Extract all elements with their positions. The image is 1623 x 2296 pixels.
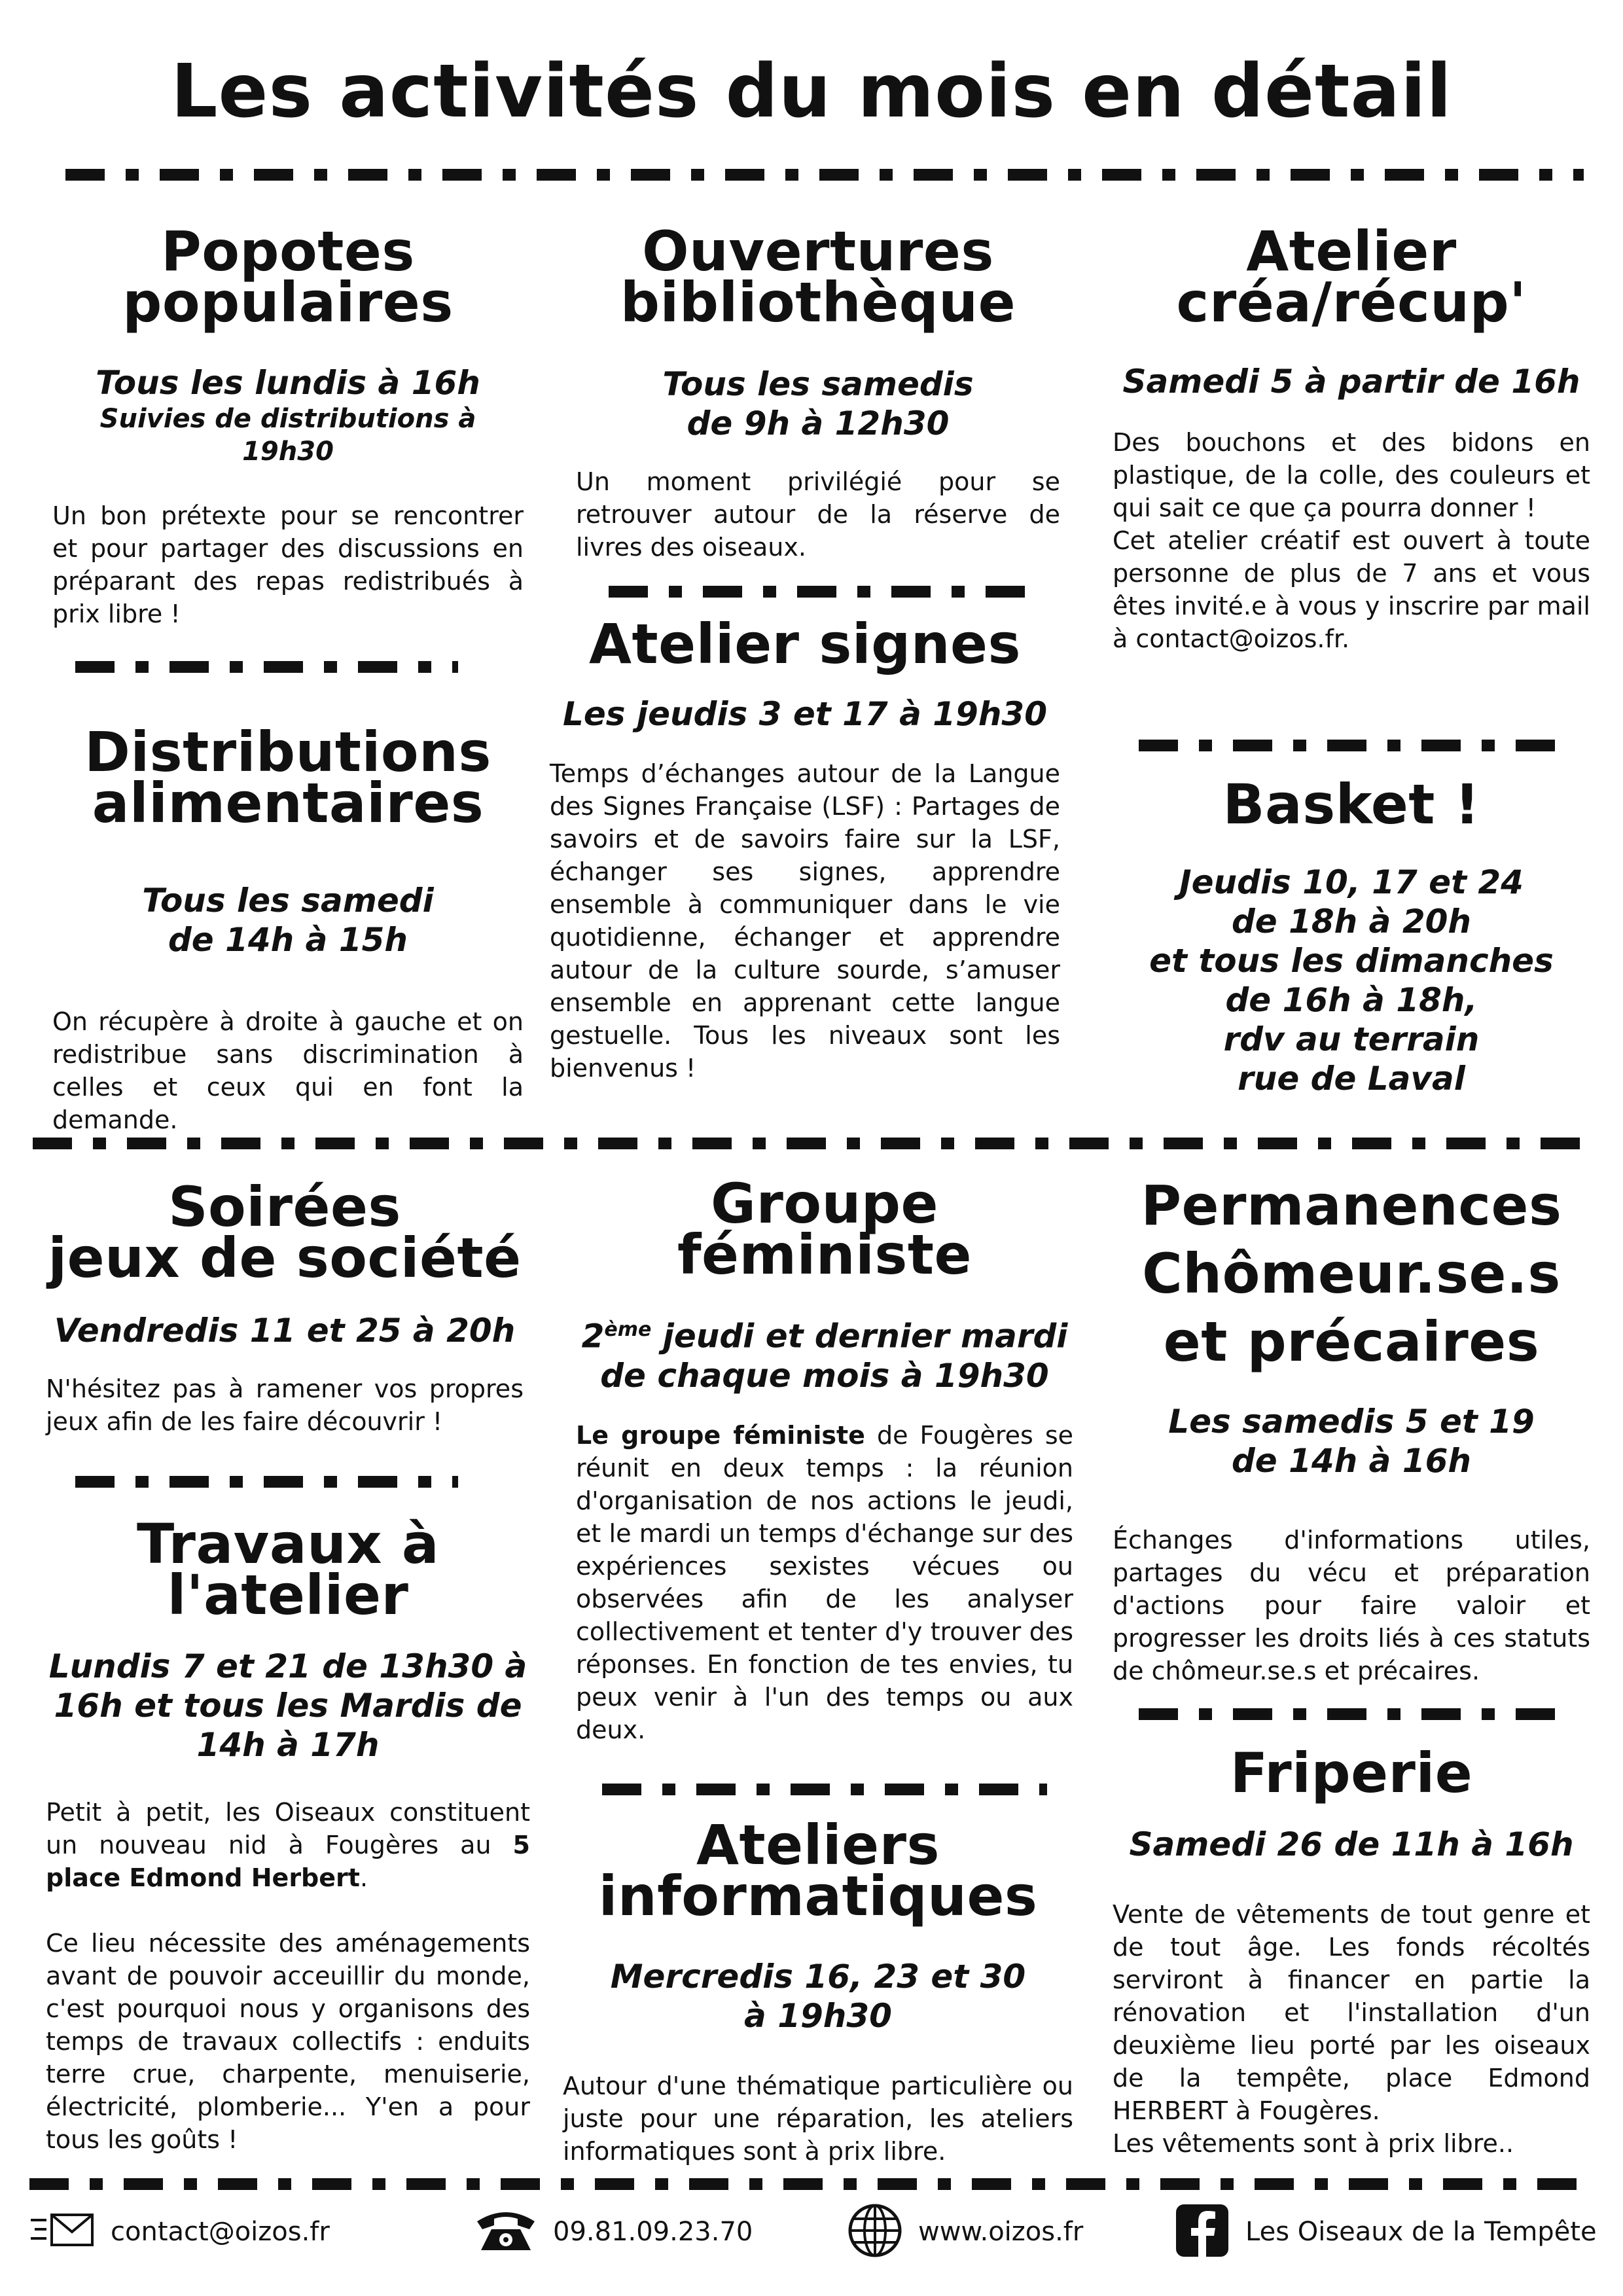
section-description: Le groupe féministe de Fougères se réunit en deux temps : la réunion d'organisation de nos actions le jeudi, et le mardi un temps d'échange sur des expériences sexistes vécues ou observées afin de les analyser collectivement et tenter d'y trouver des réponses. En fonction de tes envies, tu peux venir à l'un des temps ou aux deux. — [576, 1420, 1073, 1744]
section-schedule: Mercredis 16, 23 et 30 à 19h30 — [610, 1958, 1026, 2035]
group-name: Le groupe féministe — [576, 1420, 865, 1450]
section-schedule: Lundis 7 et 21 de 13h30 à 16h et tous les Mardis de 14h à 17h — [48, 1647, 527, 1764]
separator-col2-b — [602, 1784, 1047, 1795]
section-heading: Ateliers informatiques — [598, 1813, 1038, 1928]
footer-phone[interactable] — [474, 2206, 753, 2258]
section-heading: Ouvertures bibliothèque — [620, 219, 1016, 334]
section-schedule: Samedi 5 à partir de 16h — [1122, 363, 1580, 401]
section-heading: Travaux à l'atelier — [136, 1512, 440, 1627]
section-description: On récupère à droite à gauche et on redistribue sans discrimination à celles et ceux qui en font la demande. — [52, 1007, 524, 1134]
section-heading: Distributions alimentaires — [84, 720, 491, 835]
section-heading: Atelier créa/récup' — [1176, 219, 1527, 334]
email-text: contact@oizos.fr — [111, 2217, 330, 2247]
section-schedule-detail: Suivies de distributions à 19h30 — [99, 404, 476, 467]
phone-icon — [474, 2207, 537, 2257]
section-schedule-line2: de chaque mois à 19h30 — [600, 1356, 1049, 1395]
section-description: Échanges d'informations utiles, partages du vécu et préparation d'actions pour faire valoir et progresser les droits liés à ces statuts de chômeur.se.s et précaires. — [1113, 1526, 1590, 1685]
section-schedule: Les jeudis 3 et 17 à 19h30 — [563, 695, 1047, 733]
section-informatiques — [563, 1813, 1073, 2168]
section-description: Un moment privilégié pour se retrouver autour de la réserve de livres des oiseaux. — [576, 467, 1060, 562]
separator-middle — [33, 1138, 1584, 1149]
page-title: Les activités du mois en détail — [171, 49, 1452, 134]
section-heading: Popotes populaires — [122, 219, 454, 334]
separator-col3-b — [1139, 1708, 1571, 1720]
section-description-1: Petit à petit, les Oiseaux constituent un nouveau nid à Fougères au 5 place Edmond Herbert. — [46, 1798, 530, 1892]
section-schedule: Samedi 26 de 11h à 16h — [1129, 1825, 1574, 1863]
section-soirees — [46, 1175, 524, 1438]
section-schedule: Tous les samedis de 9h à 12h30 — [662, 365, 974, 442]
section-basket — [1113, 772, 1590, 1098]
separator-col2-a — [609, 586, 1031, 598]
section-schedule: Tous les lundis à 16h — [96, 364, 480, 402]
separator-col1-b — [75, 1476, 458, 1488]
section-distributions — [52, 720, 524, 1136]
section-heading: Atelier signes — [588, 612, 1022, 676]
address-highlight: 5 place Edmond Herbert — [46, 1831, 530, 1892]
section-description: Des bouchons et des bidons en plastique, de la colle, des couleurs et qui sait ce que ça pourra donner ! Cet atelier créatif est ouvert à toute personne de plus de 7 ans et vous êtes invité.e à vous y inscrire par mail à contact@oizos.fr. — [1113, 428, 1590, 653]
section-popotes — [52, 219, 524, 630]
section-heading: Soirées jeux de société — [48, 1175, 522, 1290]
section-description: N'hésitez pas à ramener vos propres jeux afin de les faire découvrir ! — [46, 1374, 524, 1436]
section-friperie — [1113, 1741, 1590, 2160]
separator-col1-a — [75, 661, 458, 673]
facebook-icon — [1175, 2203, 1230, 2261]
footer-email[interactable] — [29, 2206, 330, 2258]
section-travaux — [46, 1512, 530, 2156]
section-heading: Friperie — [1230, 1741, 1473, 1805]
section-description: Vente de vêtements de tout genre et de tout âge. Les fonds récoltés serviront à financer en partie la rénovation et l'installation d'un deuxième lieu porté par les oiseaux de la tempête, place Edmond HERBERT à Fougères. Les vêtements sont à prix libre.. — [1113, 1900, 1590, 2158]
separator-col3-a — [1139, 740, 1571, 751]
section-crea — [1113, 219, 1590, 655]
section-permanences — [1113, 1172, 1590, 1687]
facebook-text: Les Oiseaux de la Tempête — [1245, 2217, 1597, 2247]
globe-icon — [847, 2203, 902, 2261]
section-signes — [550, 612, 1060, 1085]
section-schedule: Les samedis 5 et 19 de 14h à 16h — [1168, 1403, 1535, 1480]
email-icon — [29, 2212, 95, 2251]
separator-top — [65, 169, 1584, 181]
section-heading: Basket ! — [1222, 772, 1480, 836]
section-schedule: Tous les samedi de 14h à 15h — [142, 882, 434, 959]
footer-facebook[interactable] — [1175, 2206, 1597, 2258]
section-description: Temps d’échanges autour de la Langue des Signes Française (LSF) : Partages de savoirs et de savoirs faire sur la LSF, échanger ses signes, apprendre ensemble à communiquer dans le vie quotidienne, échanger et apprendre autour de la culture sourde, s’amuser ensemble en apprenant cette langue gestuelle. Tous les niveaux sont les bienvenus ! — [550, 759, 1060, 1083]
phone-text: 09.81.09.23.70 — [553, 2217, 753, 2247]
section-description: Autour d'une thématique particulière ou juste pour une réparation, les ateliers informatiques sont à prix libre. — [563, 2072, 1073, 2166]
section-heading: Permanences Chômeur.se.s et précaires — [1141, 1174, 1562, 1374]
footer-website[interactable] — [847, 2206, 1083, 2258]
section-heading: Groupe féministe — [677, 1172, 972, 1287]
separator-bottom — [29, 2178, 1584, 2190]
section-schedule: 2ème jeudi et dernier mardi — [581, 1317, 1068, 1355]
section-schedule: Vendredis 11 et 25 à 20h — [54, 1312, 516, 1350]
website-text: www.oizos.fr — [918, 2217, 1084, 2247]
section-description: Un bon prétexte pour se rencontrer et pour partager des discussions en préparant des repas redistribués à prix libre ! — [52, 501, 524, 628]
section-feministe — [576, 1172, 1073, 1746]
section-description-2: Ce lieu nécessite des aménagements avant de pouvoir acceuillir du monde, c'est pourquoi nous y organisons des temps de travaux collectifs : enduits terre crue, charpente, menuiserie, électricité, plomberie... Y'en a pour tous les goûts ! — [46, 1929, 530, 2154]
section-bibliotheque — [576, 219, 1060, 564]
section-schedule: Jeudis 10, 17 et 24 de 18h à 20h et tous les dimanches de 16h à 18h, rdv au terrain rue de Laval — [1149, 863, 1554, 1098]
